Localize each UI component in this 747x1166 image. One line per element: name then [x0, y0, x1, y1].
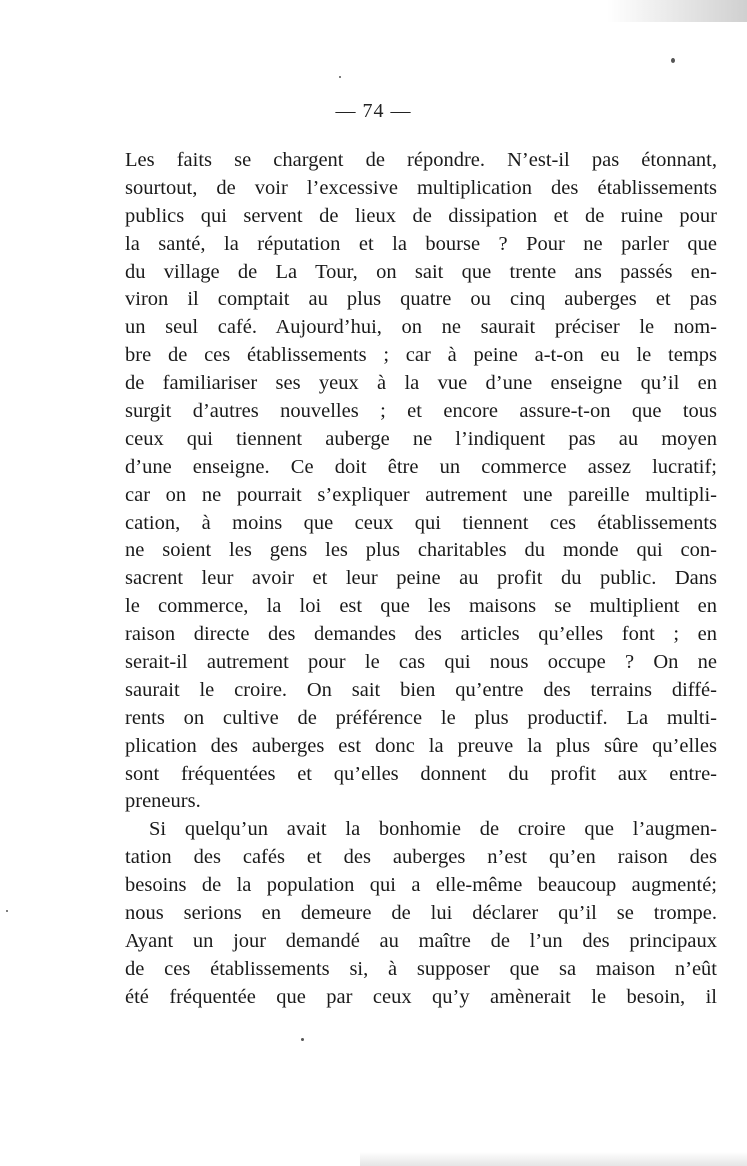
text-line: ne soient les gens les plus charitables du monde qui con- — [125, 539, 717, 562]
text-line: un seul café. Aujourd’hui, on ne saurait préciser le nom- — [125, 316, 717, 339]
text-line: Les faits se chargent de répondre. N’est-il pas étonnant, — [125, 149, 717, 171]
text-line: sacrent leur avoir et leur peine au profit du public. Dans — [125, 567, 717, 590]
text-line: besoins de la population qui a elle-même beaucoup augmenté; — [125, 874, 717, 897]
paragraph-last-line: preneurs. — [125, 790, 201, 813]
text-line: ceux qui tiennent auberge ne l’indiquent pas au moyen — [125, 427, 717, 450]
scan-bottom-shadow — [360, 1152, 747, 1166]
scan-speck — [6, 910, 8, 912]
text-line: publics qui servent de lieux de dissipation et de ruine pour — [125, 204, 717, 227]
page-number: — 74 — — [335, 100, 412, 122]
scan-speck — [301, 1038, 304, 1041]
text-line: bre de ces établissements ; car à peine a-t-on eu le temps — [125, 344, 717, 367]
scan-edge-shadow — [607, 0, 747, 22]
text-line: été fréquentée que par ceux qu’y amènerait le besoin, il — [125, 985, 717, 1008]
text-line: viron il comptait au plus quatre ou cinq auberges et pas — [125, 288, 717, 311]
text-line: saurait le croire. On sait bien qu’entre des terrains diffé- — [125, 678, 717, 701]
text-line: plication des auberges est donc la preuve la plus sûre qu’elles — [125, 734, 717, 757]
paragraph-first-line: Si quelqu’un avait la bonhomie de croire que l’augmen- — [149, 818, 717, 841]
text-line: le commerce, la loi est que les maisons se multiplient en — [125, 595, 717, 618]
text-line: rents on cultive de préférence le plus productif. La multi- — [125, 706, 717, 729]
text-line: sont fréquentées et qu’elles donnent du profit aux entre- — [125, 762, 717, 785]
text-line: surgit d’autres nouvelles ; et encore assure-t-on que tous — [125, 400, 717, 423]
scan-speck — [339, 76, 341, 78]
text-line: tation des cafés et des auberges n’est qu’en raison des — [125, 846, 717, 869]
text-line: de familiariser ses yeux à la vue d’une enseigne qu’il en — [125, 372, 717, 395]
text-line: nous serions en demeure de lui déclarer qu’il se trompe. — [125, 902, 717, 925]
text-line: cation, à moins que ceux qui tiennent ces établissements — [125, 511, 717, 534]
text-line: sourtout, de voir l’excessive multiplication des établissements — [125, 176, 717, 199]
text-line: la santé, la réputation et la bourse ? Pour ne parler que — [125, 232, 717, 255]
text-line: d’une enseigne. Ce doit être un commerce assez lucratif; — [125, 455, 717, 478]
text-line: du village de La Tour, on sait que trente ans passés en- — [125, 260, 717, 283]
text-line: de ces établissements si, à supposer que sa maison n’eût — [125, 957, 717, 980]
scan-speck — [671, 58, 675, 63]
text-line: raison directe des demandes des articles qu’elles font ; en — [125, 623, 717, 646]
text-line: serait-il autrement pour le cas qui nous occupe ? On ne — [125, 651, 717, 674]
text-line: car on ne pourrait s’expliquer autrement une pareille multipli- — [125, 483, 717, 506]
body-text — [125, 147, 717, 1012]
text-line: Ayant un jour demandé au maître de l’un des principaux — [125, 929, 717, 952]
